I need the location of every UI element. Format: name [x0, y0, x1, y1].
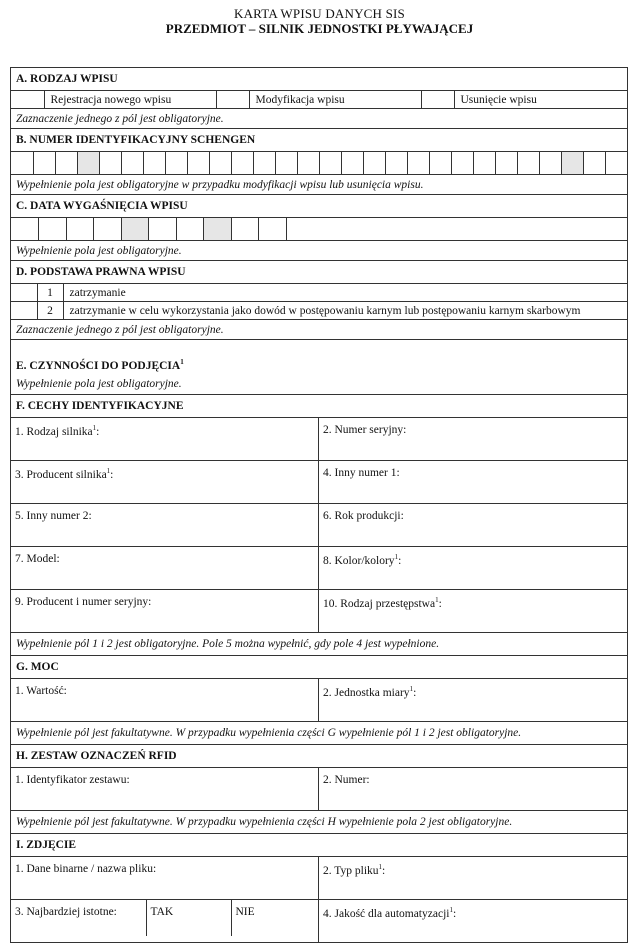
- schengen-box[interactable]: [385, 152, 407, 174]
- schengen-box[interactable]: [275, 152, 297, 174]
- file-type-label: 2. Typ pliku: [323, 864, 379, 877]
- schengen-box[interactable]: [583, 152, 605, 174]
- production-year-field[interactable]: [319, 504, 628, 547]
- legal-basis-1-checkbox[interactable]: [11, 284, 37, 302]
- section-a-note: Zaznaczenie jednego z pól jest obligatoryjne.: [11, 109, 628, 129]
- option-modify-entry-label: Modyfikacja wpisu: [249, 91, 421, 108]
- section-c-title: C. DATA WYGAŚNIĘCIA WPISU: [11, 195, 628, 218]
- footnote-marker: 1: [394, 553, 399, 561]
- schengen-box[interactable]: [517, 152, 539, 174]
- schengen-box[interactable]: [473, 152, 495, 174]
- model-field[interactable]: [11, 547, 319, 590]
- schengen-box[interactable]: [495, 152, 517, 174]
- automation-quality-field[interactable]: [319, 900, 628, 943]
- section-b-note: Wypełnienie pola jest obligatoryjne w przypadku modyfikacji wpisu lub usunięcia wpisu.: [11, 175, 628, 195]
- section-d-title: D. PODSTAWA PRAWNA WPISU: [11, 261, 628, 284]
- schengen-box[interactable]: [407, 152, 429, 174]
- schengen-box[interactable]: [11, 152, 33, 174]
- automation-quality-label: 4. Jakość dla automatyzacji: [323, 907, 450, 920]
- option-new-entry-label: Rejestracja nowego wpisu: [44, 91, 216, 108]
- sis-form-table: [10, 67, 628, 943]
- footnote-marker: 1: [449, 906, 453, 914]
- section-f-note: Wypełnienie pól 1 i 2 jest obligatoryjne. Pole 5 można wypełnić, gdy pole 4 jest wypełnione.: [11, 633, 628, 656]
- binary-data-label: 1. Dane binarne / nazwa pliku:: [15, 863, 157, 875]
- date-box[interactable]: [11, 218, 39, 240]
- schengen-box[interactable]: [121, 152, 143, 174]
- power-unit-field[interactable]: [319, 679, 628, 722]
- other-number-1-field[interactable]: [319, 461, 628, 504]
- form-header-subtitle: PRZEDMIOT – SILNIK JEDNOSTKI PŁYWAJĄCEJ: [165, 21, 474, 36]
- schengen-box[interactable]: [33, 152, 55, 174]
- section-e-note: Wypełnienie pola jest obligatoryjne.: [11, 374, 628, 395]
- footnote-marker: 1: [92, 424, 97, 432]
- label-colon: :: [452, 907, 457, 920]
- schengen-box[interactable]: [319, 152, 341, 174]
- option-delete-entry-label: Usunięcie wpisu: [460, 93, 537, 106]
- option-yes[interactable]: TAK: [146, 900, 231, 936]
- legal-basis-2-label: zatrzymanie w celu wykorzystania jako dowód w postępowaniu karnym lub postępowaniu karnym skarbowym: [69, 304, 581, 317]
- schengen-box[interactable]: [55, 152, 77, 174]
- schengen-box[interactable]: [187, 152, 209, 174]
- most-relevant-options: [11, 900, 318, 936]
- rfid-number-label: 2. Numer:: [323, 774, 370, 786]
- label-colon: :: [438, 597, 442, 610]
- offence-type-field[interactable]: [319, 590, 628, 633]
- section-h-note: Wypełnienie pól jest fakultatywne. W przypadku wypełnienia części H wypełnienie pola 2 jest obligatoryjne.: [11, 811, 628, 834]
- form-header-title: KARTA WPISU DANYCH SIS: [233, 6, 405, 21]
- date-box[interactable]: [176, 218, 204, 240]
- rfid-set-id-field[interactable]: [11, 768, 319, 811]
- engine-type-field[interactable]: [11, 418, 319, 461]
- manufacturer-serial-label: 9. Producent i numer seryjny:: [15, 596, 152, 608]
- other-number-2-field[interactable]: [11, 504, 319, 547]
- label-colon: :: [96, 425, 100, 438]
- footnote-marker: 1: [180, 358, 184, 367]
- section-c-note: Wypełnienie pola jest obligatoryjne.: [11, 241, 628, 261]
- schengen-box[interactable]: [363, 152, 385, 174]
- section-f-title: F. CECHY IDENTYFIKACYJNE: [11, 395, 628, 418]
- section-b-title: B. NUMER IDENTYFIKACYJNY SCHENGEN: [11, 129, 628, 152]
- legal-basis-1-number: 1: [37, 284, 63, 302]
- schengen-box[interactable]: [165, 152, 187, 174]
- engine-manufacturer-label: 3. Producent silnika: [15, 468, 107, 481]
- footnote-marker: 1: [378, 863, 383, 871]
- section-e-title: [11, 340, 628, 375]
- entry-type-options: [11, 91, 627, 108]
- section-a-title: A. RODZAJ WPISU: [11, 68, 628, 91]
- label-colon: :: [398, 554, 402, 567]
- schengen-box[interactable]: [209, 152, 231, 174]
- other-number-2-label: 5. Inny numer 2:: [15, 510, 92, 522]
- date-box[interactable]: [39, 218, 67, 240]
- date-row-filler: [286, 218, 627, 240]
- expiry-date-boxes: [11, 218, 627, 240]
- legal-basis-2-number: 2: [37, 302, 63, 320]
- other-number-1-label: 4. Inny numer 1:: [323, 467, 400, 479]
- footnote-marker: 1: [409, 685, 414, 693]
- schengen-box[interactable]: [297, 152, 319, 174]
- manufacturer-serial-field[interactable]: [11, 590, 319, 633]
- section-e-title-text: E. CZYNNOŚCI DO PODJĘCIA: [16, 360, 181, 372]
- most-relevant-label: 3. Najbardziej istotne:: [11, 900, 146, 936]
- section-i-title: I. ZDJĘCIE: [11, 834, 628, 857]
- footnote-marker: 1: [106, 467, 111, 475]
- power-value-field[interactable]: [11, 679, 319, 722]
- footnote-marker: 1: [435, 596, 439, 604]
- rfid-number-field[interactable]: [319, 768, 628, 811]
- schengen-box[interactable]: [539, 152, 561, 174]
- schengen-box[interactable]: [561, 152, 583, 174]
- schengen-box[interactable]: [143, 152, 165, 174]
- legal-basis-options: [11, 284, 627, 319]
- schengen-box[interactable]: [341, 152, 363, 174]
- date-box[interactable]: [66, 218, 94, 240]
- schengen-box[interactable]: [605, 152, 627, 174]
- colour-label: 8. Kolor/kolory: [323, 554, 395, 567]
- legal-basis-2-checkbox[interactable]: [11, 302, 37, 320]
- option-modify-entry-checkbox[interactable]: [216, 91, 249, 108]
- power-unit-label: 2. Jednostka miary: [323, 686, 410, 699]
- option-new-entry-checkbox[interactable]: [11, 91, 44, 108]
- schengen-box[interactable]: [253, 152, 275, 174]
- label-colon: :: [382, 864, 386, 877]
- schengen-number-boxes: [11, 152, 627, 174]
- section-h-title: H. ZESTAW OZNACZEŃ RFID: [11, 745, 628, 768]
- label-colon: :: [413, 686, 417, 699]
- serial-number-label: 2. Numer seryjny:: [323, 424, 407, 436]
- binary-data-field[interactable]: [11, 857, 319, 900]
- label-colon: :: [110, 468, 114, 481]
- engine-type-label: 1. Rodzaj silnika: [15, 425, 93, 438]
- option-no[interactable]: NIE: [235, 906, 255, 918]
- schengen-box[interactable]: [451, 152, 473, 174]
- schengen-box[interactable]: [99, 152, 121, 174]
- power-value-label: 1. Wartość:: [15, 685, 67, 697]
- section-g-note: Wypełnienie pól jest fakultatywne. W przypadku wypełnienia części G wypełnienie pól 1 i 2 jest obligatoryjne.: [11, 722, 628, 745]
- option-delete-entry-checkbox[interactable]: [421, 91, 454, 108]
- date-box[interactable]: [149, 218, 177, 240]
- schengen-box[interactable]: [231, 152, 253, 174]
- date-box[interactable]: [94, 218, 122, 240]
- production-year-label: 6. Rok produkcji:: [323, 510, 404, 522]
- rfid-set-id-label: 1. Identyfikator zestawu:: [15, 774, 130, 786]
- date-separator-box: [204, 218, 232, 240]
- date-box[interactable]: [231, 218, 259, 240]
- colour-field[interactable]: [319, 547, 628, 590]
- file-type-field[interactable]: [319, 857, 628, 900]
- date-box[interactable]: [259, 218, 287, 240]
- offence-type-label: 10. Rodzaj przestępstwa: [323, 597, 436, 610]
- legal-basis-1-label: zatrzymanie: [69, 286, 126, 299]
- section-g-title: G. MOC: [11, 656, 628, 679]
- section-d-note: Zaznaczenie jednego z pól jest obligatoryjne.: [11, 320, 628, 340]
- engine-manufacturer-field[interactable]: [11, 461, 319, 504]
- model-label: 7. Model:: [15, 553, 60, 565]
- schengen-box[interactable]: [77, 152, 99, 174]
- date-separator-box: [121, 218, 149, 240]
- serial-number-field[interactable]: [319, 418, 628, 461]
- schengen-box[interactable]: [429, 152, 451, 174]
